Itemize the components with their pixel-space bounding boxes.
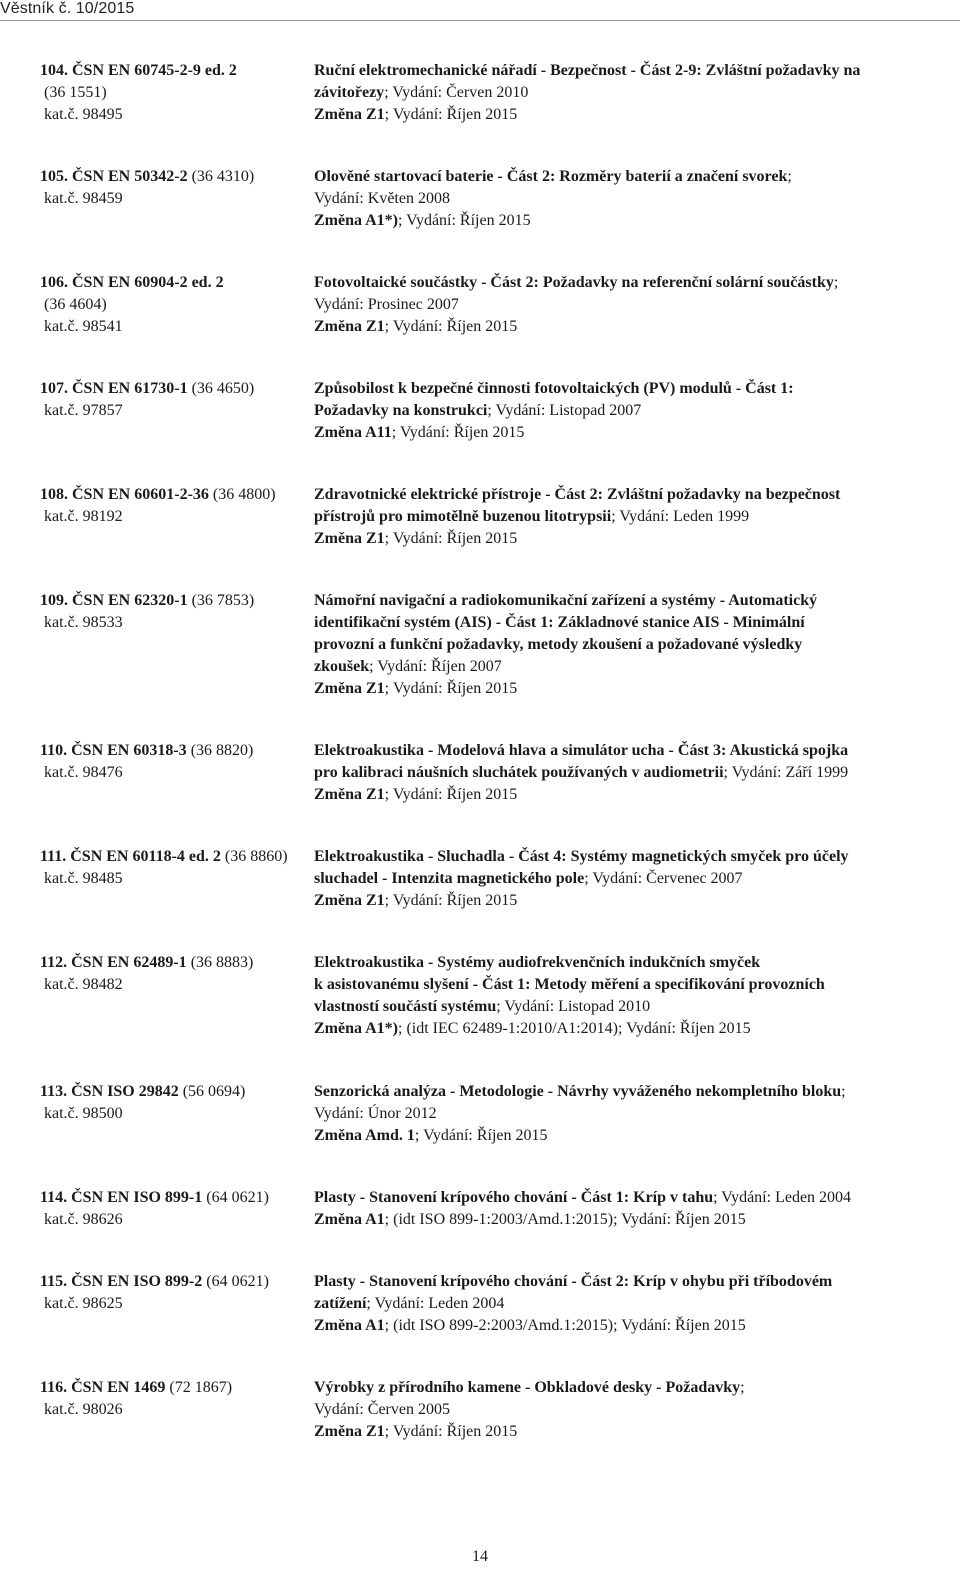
bold-text: provozní a funkční požadavky, metody zkoušení a požadované výsledky bbox=[314, 636, 803, 653]
designation-line bbox=[40, 1271, 310, 1293]
bold-text: Plasty - Stanovení krípového chování - Část 1: Kríp v tahu bbox=[314, 1189, 714, 1206]
designation-line bbox=[40, 1209, 310, 1231]
standard-title bbox=[314, 60, 954, 126]
page-header-title: Věstník č. 10/2015 bbox=[0, 0, 135, 17]
text: ; Vydání: Červenec 2007 bbox=[584, 870, 743, 887]
title-line bbox=[314, 1421, 954, 1443]
bold-text: 114. ČSN EN ISO 899-1 bbox=[40, 1189, 203, 1206]
text: ; Vydání: Říjen 2015 bbox=[384, 680, 518, 697]
title-line bbox=[314, 1103, 954, 1125]
text: kat.č. 98476 bbox=[44, 764, 123, 781]
standard-title bbox=[314, 272, 954, 338]
text: ; Vydání: Září 1999 bbox=[723, 764, 849, 781]
designation-line bbox=[40, 740, 310, 762]
text: ; (idt ISO 899-1:2003/Amd.1:2015); Vydání: Říjen 2015 bbox=[384, 1211, 746, 1228]
title-line bbox=[314, 188, 954, 210]
text: Vydání: Květen 2008 bbox=[314, 190, 450, 207]
designation-line bbox=[40, 1081, 310, 1103]
standard-title bbox=[314, 1377, 954, 1443]
bold-text: 106. ČSN EN 60904-2 ed. 2 bbox=[40, 274, 224, 291]
bold-text: identifikační systém (AIS) - Část 1: Základnové stanice AIS - Minimální bbox=[314, 614, 805, 631]
page-number: 14 bbox=[472, 1548, 488, 1565]
title-line bbox=[314, 484, 954, 506]
title-line bbox=[314, 612, 954, 634]
title-line bbox=[314, 1377, 954, 1399]
standard-designation bbox=[40, 1271, 310, 1315]
title-line bbox=[314, 846, 954, 868]
bold-text: Senzorická analýza - Metodologie - Návrhy vyváženého nekompletního bloku bbox=[314, 1083, 842, 1100]
title-line bbox=[314, 890, 954, 912]
text: kat.č. 98459 bbox=[44, 190, 123, 207]
bold-text: 112. ČSN EN 62489-1 bbox=[40, 954, 187, 971]
text: ; bbox=[787, 168, 792, 185]
bold-text: závitořezy bbox=[314, 84, 385, 101]
text: ; Vydání: Leden 2004 bbox=[713, 1189, 852, 1206]
text: ; Vydání: Červen 2010 bbox=[384, 84, 529, 101]
title-line bbox=[314, 868, 954, 890]
title-line bbox=[314, 528, 954, 550]
text: ; Vydání: Říjen 2015 bbox=[384, 106, 518, 123]
text: Vydání: Červen 2005 bbox=[314, 1401, 450, 1418]
text: ; Vydání: Říjen 2015 bbox=[384, 530, 518, 547]
bold-text: zatížení bbox=[314, 1295, 367, 1312]
bold-text: Požadavky na konstrukci bbox=[314, 402, 488, 419]
title-line bbox=[314, 1018, 954, 1040]
bold-text: 110. ČSN EN 60318-3 bbox=[40, 742, 187, 759]
title-line bbox=[314, 1271, 954, 1293]
designation-line bbox=[40, 1103, 310, 1125]
text: kat.č. 98625 bbox=[44, 1295, 123, 1312]
text: ; Vydání: Leden 2004 bbox=[366, 1295, 505, 1312]
designation-line bbox=[40, 1377, 310, 1399]
bold-text: Změna A1 bbox=[314, 1317, 385, 1334]
text: ; bbox=[833, 274, 839, 291]
bold-text: k asistovanému slyšení - Část 1: Metody měření a specifikování provozních bbox=[314, 976, 825, 993]
bold-text: Elektroakustika - Systémy audiofrekvenčních indukčních smyček bbox=[314, 954, 761, 971]
bold-text: sluchadel - Intenzita magnetického pole bbox=[314, 870, 585, 887]
standard-designation bbox=[40, 166, 310, 210]
bold-text: Způsobilost k bezpečné činnosti fotovoltaických (PV) modulů - Část 1: bbox=[314, 380, 794, 397]
title-line bbox=[314, 82, 954, 104]
text: kat.č. 98495 bbox=[44, 106, 123, 123]
designation-line bbox=[40, 846, 310, 868]
text: kat.č. 98500 bbox=[44, 1105, 123, 1122]
bold-text: Olověné startovací baterie - Část 2: Rozměry baterií a značení svorek bbox=[314, 168, 788, 185]
text: ; Vydání: Říjen 2015 bbox=[384, 786, 518, 803]
designation-line bbox=[40, 378, 310, 400]
standard-title bbox=[314, 378, 954, 444]
bold-text: Fotovoltaické součástky - Část 2: Požadavky na referenční solární součástky bbox=[314, 274, 834, 291]
designation-line bbox=[40, 166, 310, 188]
text: ; (idt ISO 899-2:2003/Amd.1:2015); Vydání: Říjen 2015 bbox=[384, 1317, 746, 1334]
text: (36 8820) bbox=[186, 742, 254, 759]
designation-line bbox=[40, 60, 310, 82]
text: Vydání: Únor 2012 bbox=[314, 1105, 437, 1122]
title-line bbox=[314, 590, 954, 612]
title-line bbox=[314, 316, 954, 338]
text: ; Vydání: Říjen 2007 bbox=[369, 658, 502, 675]
text: ; Vydání: Listopad 2010 bbox=[496, 998, 651, 1015]
text: kat.č. 97857 bbox=[44, 402, 123, 419]
text: (36 4604) bbox=[44, 296, 107, 313]
bold-text: 104. ČSN EN 60745-2-9 ed. 2 bbox=[40, 62, 237, 79]
bold-text: Elektroakustika - Modelová hlava a simulátor ucha - Část 3: Akustická spojka bbox=[314, 742, 849, 759]
text: (72 1867) bbox=[165, 1379, 233, 1396]
text: kat.č. 98626 bbox=[44, 1211, 123, 1228]
designation-line bbox=[40, 1187, 310, 1209]
title-line bbox=[314, 60, 954, 82]
bold-text: 107. ČSN EN 61730-1 bbox=[40, 380, 188, 397]
text: (36 4310) bbox=[187, 168, 255, 185]
bold-text: přístrojů pro mimotělně buzenou litotrypsii bbox=[314, 508, 612, 525]
designation-line bbox=[40, 188, 310, 210]
designation-line bbox=[40, 484, 310, 506]
text: kat.č. 98026 bbox=[44, 1401, 123, 1418]
bold-text: Plasty - Stanovení krípového chování - Část 2: Kríp v ohybu při tříbodovém bbox=[314, 1273, 833, 1290]
title-line bbox=[314, 1399, 954, 1421]
title-line bbox=[314, 1293, 954, 1315]
title-line bbox=[314, 272, 954, 294]
title-line bbox=[314, 294, 954, 316]
designation-line bbox=[40, 316, 310, 338]
title-line bbox=[314, 210, 954, 232]
title-line bbox=[314, 996, 954, 1018]
bold-text: Změna Z1 bbox=[314, 530, 385, 547]
bold-text: Změna Z1 bbox=[314, 106, 385, 123]
designation-line bbox=[40, 762, 310, 784]
bold-text: 108. ČSN EN 60601-2-36 bbox=[40, 486, 209, 503]
text: kat.č. 98541 bbox=[44, 318, 123, 335]
bold-text: Změna A11 bbox=[314, 424, 392, 441]
standard-title bbox=[314, 1271, 954, 1337]
bold-text: 109. ČSN EN 62320-1 bbox=[40, 592, 188, 609]
standard-designation bbox=[40, 740, 310, 784]
standard-title bbox=[314, 590, 954, 700]
bold-text: 116. ČSN EN 1469 bbox=[40, 1379, 166, 1396]
text: (56 0694) bbox=[178, 1083, 246, 1100]
standard-title bbox=[314, 1081, 954, 1147]
bold-text: 113. ČSN ISO 29842 bbox=[40, 1083, 179, 1100]
text: (64 0621) bbox=[202, 1273, 269, 1290]
text: ; Vydání: Říjen 2015 bbox=[384, 1423, 518, 1440]
designation-line bbox=[40, 104, 310, 126]
bold-text: Změna Z1 bbox=[314, 892, 385, 909]
title-line bbox=[314, 974, 954, 996]
standard-designation bbox=[40, 272, 310, 338]
bold-text: pro kalibraci náušních sluchátek používaných v audiometrii bbox=[314, 764, 724, 781]
designation-line bbox=[40, 974, 310, 996]
standard-designation bbox=[40, 952, 310, 996]
designation-line bbox=[40, 506, 310, 528]
standard-designation bbox=[40, 1187, 310, 1231]
designation-line bbox=[40, 82, 310, 104]
bold-text: Námořní navigační a radiokomunikační zařízení a systémy - Automatický bbox=[314, 592, 818, 609]
title-line bbox=[314, 740, 954, 762]
bold-text: 105. ČSN EN 50342-2 bbox=[40, 168, 188, 185]
title-line bbox=[314, 104, 954, 126]
standard-title bbox=[314, 846, 954, 912]
title-line bbox=[314, 1315, 954, 1337]
bold-text: Změna Z1 bbox=[314, 318, 385, 335]
standard-designation bbox=[40, 60, 310, 126]
standard-designation bbox=[40, 846, 310, 890]
designation-line bbox=[40, 1293, 310, 1315]
bold-text: zkoušek bbox=[314, 658, 370, 675]
designation-line bbox=[40, 272, 310, 294]
text: (36 4800) bbox=[208, 486, 276, 503]
bold-text: Výrobky z přírodního kamene - Obkladové desky - Požadavky bbox=[314, 1379, 741, 1396]
title-line bbox=[314, 1209, 954, 1231]
title-line bbox=[314, 400, 954, 422]
bold-text: Změna A1*) bbox=[314, 212, 398, 229]
bold-text: Ruční elektromechanické nářadí - Bezpečnost - Část 2-9: Zvláštní požadavky na bbox=[314, 62, 861, 79]
standard-title bbox=[314, 740, 954, 806]
bold-text: Změna A1 bbox=[314, 1211, 385, 1228]
text: ; Vydání: Říjen 2015 bbox=[398, 212, 531, 229]
title-line bbox=[314, 422, 954, 444]
bold-text: Změna Z1 bbox=[314, 680, 385, 697]
bold-text: Změna Z1 bbox=[314, 1423, 385, 1440]
bold-text: Zdravotnické elektrické přístroje - Část 2: Zvláštní požadavky na bezpečnost bbox=[314, 486, 841, 503]
bold-text: 111. ČSN EN 60118-4 ed. 2 bbox=[40, 848, 221, 865]
title-line bbox=[314, 1187, 954, 1209]
bold-text: Změna A1*) bbox=[314, 1020, 398, 1037]
standard-title bbox=[314, 484, 954, 550]
bold-text: Změna Z1 bbox=[314, 786, 385, 803]
text: (36 1551) bbox=[44, 84, 107, 101]
text: (64 0621) bbox=[202, 1189, 269, 1206]
designation-line bbox=[40, 590, 310, 612]
text: (36 8860) bbox=[220, 848, 288, 865]
text: ; Vydání: Říjen 2015 bbox=[384, 892, 518, 909]
text: kat.č. 98482 bbox=[44, 976, 123, 993]
bold-text: vlastností součástí systému bbox=[314, 998, 497, 1015]
title-line bbox=[314, 1125, 954, 1147]
text: ; bbox=[740, 1379, 745, 1396]
title-line bbox=[314, 166, 954, 188]
title-line bbox=[314, 1081, 954, 1103]
standard-title bbox=[314, 166, 954, 232]
text: ; (idt IEC 62489-1:2010/A1:2014); Vydání: Říjen 2015 bbox=[398, 1020, 751, 1037]
text: ; Vydání: Listopad 2007 bbox=[487, 402, 642, 419]
standard-title bbox=[314, 1187, 954, 1231]
title-line bbox=[314, 378, 954, 400]
text: ; Vydání: Leden 1999 bbox=[611, 508, 750, 525]
title-line bbox=[314, 784, 954, 806]
title-line bbox=[314, 678, 954, 700]
standard-designation bbox=[40, 378, 310, 422]
standard-designation bbox=[40, 484, 310, 528]
designation-line bbox=[40, 400, 310, 422]
text: (36 8883) bbox=[186, 954, 254, 971]
designation-line bbox=[40, 952, 310, 974]
designation-line bbox=[40, 868, 310, 890]
standard-designation bbox=[40, 1377, 310, 1421]
text: ; Vydání: Říjen 2015 bbox=[414, 1127, 548, 1144]
text: kat.č. 98485 bbox=[44, 870, 123, 887]
title-line bbox=[314, 952, 954, 974]
text: Vydání: Prosinec 2007 bbox=[314, 296, 459, 313]
header-rule bbox=[0, 20, 960, 21]
title-line bbox=[314, 506, 954, 528]
text: (36 7853) bbox=[187, 592, 255, 609]
bold-text: Změna Amd. 1 bbox=[314, 1127, 415, 1144]
designation-line bbox=[40, 612, 310, 634]
title-line bbox=[314, 656, 954, 678]
text: (36 4650) bbox=[187, 380, 255, 397]
text: ; Vydání: Říjen 2015 bbox=[391, 424, 525, 441]
bold-text: 115. ČSN EN ISO 899-2 bbox=[40, 1273, 203, 1290]
text: kat.č. 98192 bbox=[44, 508, 123, 525]
designation-line bbox=[40, 1399, 310, 1421]
title-line bbox=[314, 762, 954, 784]
title-line bbox=[314, 634, 954, 656]
standard-title bbox=[314, 952, 954, 1040]
bold-text: Elektroakustika - Sluchadla - Část 4: Systémy magnetických smyček pro účely bbox=[314, 848, 849, 865]
text: kat.č. 98533 bbox=[44, 614, 123, 631]
designation-line bbox=[40, 294, 310, 316]
standard-designation bbox=[40, 1081, 310, 1125]
text: ; bbox=[841, 1083, 846, 1100]
standard-designation bbox=[40, 590, 310, 634]
text: ; Vydání: Říjen 2015 bbox=[384, 318, 518, 335]
